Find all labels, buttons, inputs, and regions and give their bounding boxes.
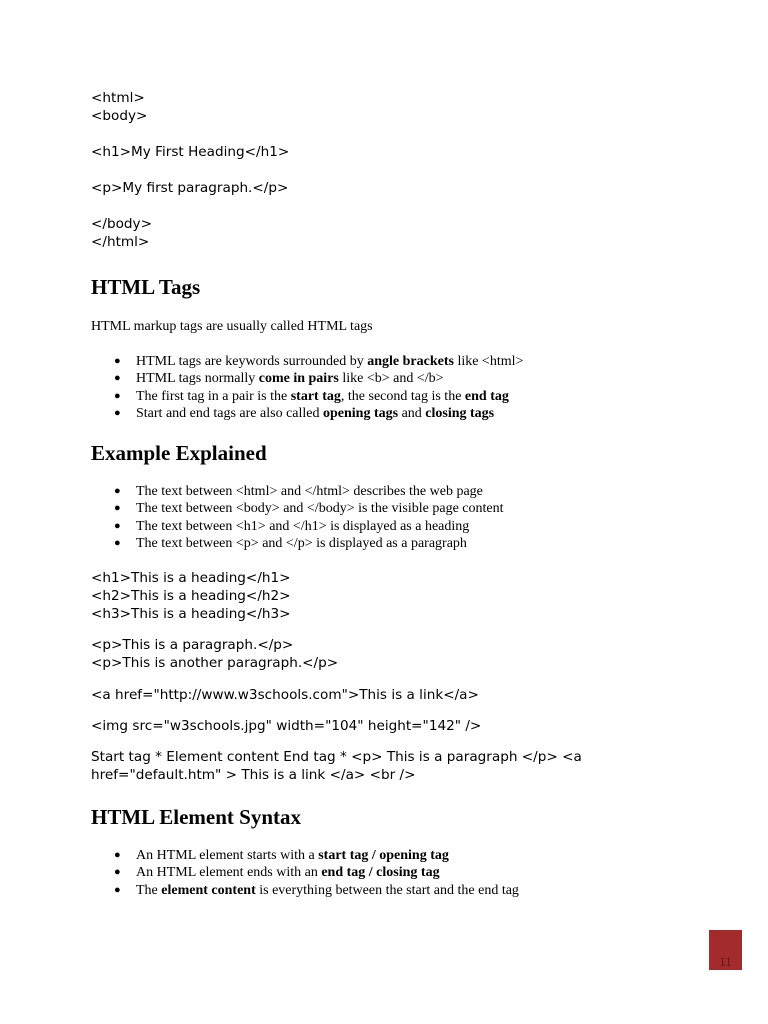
bullet-item: [91, 405, 523, 422]
bullet-dot-icon: ●: [114, 485, 121, 497]
code-line: [91, 125, 289, 143]
bold-text: element content: [161, 882, 256, 898]
code-line: </html>: [91, 234, 150, 250]
bullet-item: [91, 483, 504, 500]
bold-text: closing tags: [425, 405, 495, 421]
code-line: <p>This is another paragraph.</p>: [91, 655, 339, 671]
code-line-link: <a href="http://www.w3schools.com">This is a link</a>: [91, 687, 479, 703]
code-line: [91, 197, 289, 215]
bullet-item: [91, 353, 523, 370]
code-line: <p>My first paragraph.</p>: [91, 180, 289, 196]
text-run: The text between <p> and </p> is displayed as a paragraph: [136, 535, 467, 551]
bullet-item: [91, 500, 504, 517]
bullet-item: [91, 864, 519, 881]
text-run: is everything between the start and the end tag: [255, 882, 519, 898]
bullet-dot-icon: ●: [114, 866, 121, 879]
text-run: An HTML element starts with a: [136, 848, 319, 863]
intro-paragraph: HTML markup tags are usually called HTML tags: [91, 319, 373, 334]
code-block-paragraphs: [91, 636, 338, 672]
bullet-dot-icon: ●: [114, 372, 121, 385]
bullet-list-example: [91, 483, 504, 552]
heading-element-syntax: HTML Element Syntax: [91, 805, 302, 829]
text-run: HTML tags normally: [136, 371, 259, 387]
bullet-dot-icon: ●: [114, 883, 121, 896]
bullet-item: [91, 518, 504, 535]
code-line: [91, 161, 289, 179]
page-number: 11: [719, 954, 732, 969]
code-line: <html>: [91, 90, 145, 106]
page-number-underline: [709, 969, 742, 970]
text-run: The text between <h1> and </h1> is displayed as a heading: [136, 518, 470, 534]
bold-text: come in pairs: [258, 371, 339, 387]
code-line: <h1>This is a heading</h1>: [91, 570, 291, 586]
code-block-basic-html: [91, 89, 289, 251]
bold-text: end tag / closing tag: [321, 865, 440, 881]
bullet-dot-icon: ●: [114, 502, 121, 515]
bullet-dot-icon: ●: [114, 389, 121, 402]
bullet-item: [91, 882, 519, 899]
bullet-list-syntax: [91, 847, 519, 899]
text-run: An HTML element ends with an: [136, 865, 322, 881]
text-run: like <html>: [453, 354, 524, 369]
bold-text: start tag: [290, 388, 341, 404]
code-element-syntax-line: Start tag * Element content End tag * <p> This is a paragraph </p> <a href="default.htm" > This is a link </a> <br />: [91, 749, 582, 783]
bullet-item: [91, 388, 523, 405]
bold-text: opening tags: [322, 405, 399, 421]
text-run: HTML tags are keywords surrounded by: [136, 354, 368, 369]
text-run: and: [398, 405, 426, 421]
text-run: The text between <body> and </body> is the visible page content: [136, 501, 504, 517]
code-line: <h2>This is a heading</h2>: [91, 588, 291, 604]
text-run: , the second tag is the: [340, 388, 465, 404]
bullet-item: [91, 535, 504, 552]
text-run: The first tag in a pair is the: [136, 388, 291, 404]
bullet-dot-icon: ●: [114, 406, 121, 419]
bullet-dot-icon: ●: [114, 355, 121, 367]
text-run: like <b> and </b>: [338, 371, 444, 387]
bold-text: start tag / opening tag: [318, 848, 449, 863]
code-line: </body>: [91, 216, 152, 232]
bullet-dot-icon: ●: [114, 536, 121, 549]
text-run: Start and end tags are also called: [136, 405, 323, 421]
text-run: The: [136, 882, 162, 898]
code-line: <p>This is a paragraph.</p>: [91, 637, 294, 653]
code-line: <h1>My First Heading</h1>: [91, 144, 290, 160]
text-run: The text between <html> and </html> describes the web page: [136, 484, 483, 499]
bullet-item: [91, 370, 523, 387]
heading-html-tags: HTML Tags: [91, 275, 201, 299]
code-line-img: <img src="w3schools.jpg" width="104" height="142" />: [91, 718, 482, 734]
bullet-dot-icon: ●: [114, 519, 121, 532]
bullet-dot-icon: ●: [114, 849, 121, 861]
code-line: <h3>This is a heading</h3>: [91, 606, 291, 622]
bullet-item: [91, 847, 519, 864]
bullet-list-html-tags: [91, 353, 523, 422]
code-block-headings: [91, 569, 291, 623]
heading-example-explained: Example Explained: [91, 441, 267, 465]
code-line: <body>: [91, 108, 148, 124]
bold-text: end tag: [464, 388, 509, 404]
bold-text: angle brackets: [367, 354, 454, 369]
